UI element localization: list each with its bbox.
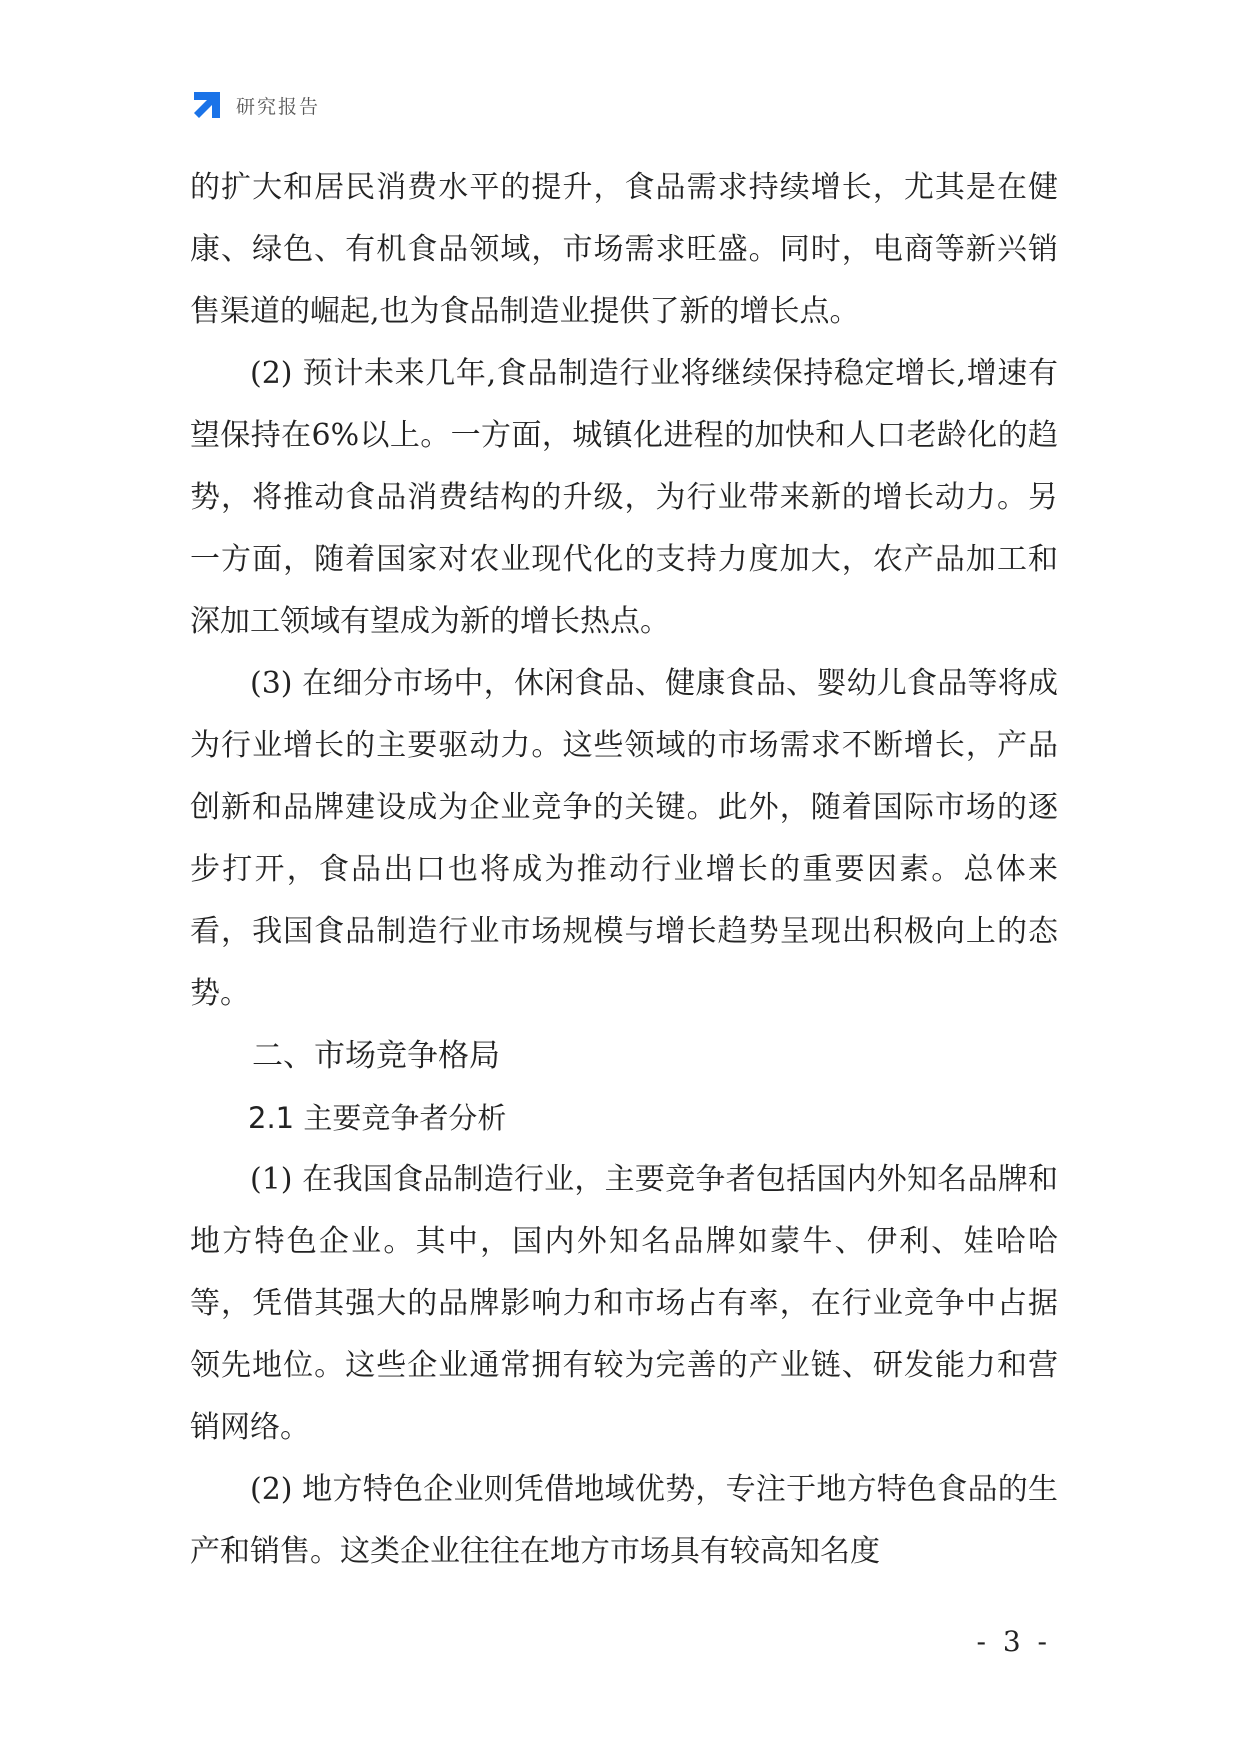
paragraph-3: (3) 在细分市场中，休闲食品、健康食品、婴幼儿食品等将成为行业增长的主要驱动力。这些领域的市场需求不断增长，产品创新和品牌建设成为企业竞争的关键。此外，随着国际市场的逐步打开，食品出口也将成为推动行业增长的重要因素。总体来看，我国食品制造行业市场规模与增长趋势呈现出积极向上的态势。 xyxy=(190,666,1058,1011)
subsection-paragraph-2: (2) 地方特色企业则凭借地域优势，专注于地方特色食品的生产和销售。这类企业往往在地方市场具有较高知名度 xyxy=(190,1472,1058,1569)
page-number: - 3 - xyxy=(976,1625,1051,1658)
page-header xyxy=(190,88,320,122)
subsection-paragraph-1: (1) 在我国食品制造行业，主要竞争者包括国内外知名品牌和地方特色企业。其中，国内外知名品牌如蒙牛、伊利、娃哈哈等，凭借其强大的品牌影响力和市场占有率，在行业竞争中占据领先地位。这些企业通常拥有较为完善的产业链、研发能力和营销网络。 xyxy=(190,1162,1058,1445)
paragraph-2: (2) 预计未来几年,食品制造行业将继续保持稳定增长,增速有望保持在6%以上。一方面，城镇化进程的加快和人口老龄化的趋势，将推动食品消费结构的升级，为行业带来新的增长动力。另一方面，随着国家对农业现代化的支持力度加大，农产品加工和深加工领域有望成为新的增长热点。 xyxy=(190,356,1058,639)
header-title: 研究报告 xyxy=(236,95,321,118)
paragraph-continued: 的扩大和居民消费水平的提升，食品需求持续增长，尤其是在健康、绿色、有机食品领域，市场需求旺盛。同时，电商等新兴销售渠道的崛起,也为食品制造业提供了新的增长点。 xyxy=(190,170,1058,329)
document-body xyxy=(190,157,1058,1583)
section-heading: 二、市场竞争格局 xyxy=(252,1038,500,1074)
arrow-up-right-icon xyxy=(190,88,224,122)
subsection-heading: 2.1 主要竞争者分析 xyxy=(248,1101,507,1135)
